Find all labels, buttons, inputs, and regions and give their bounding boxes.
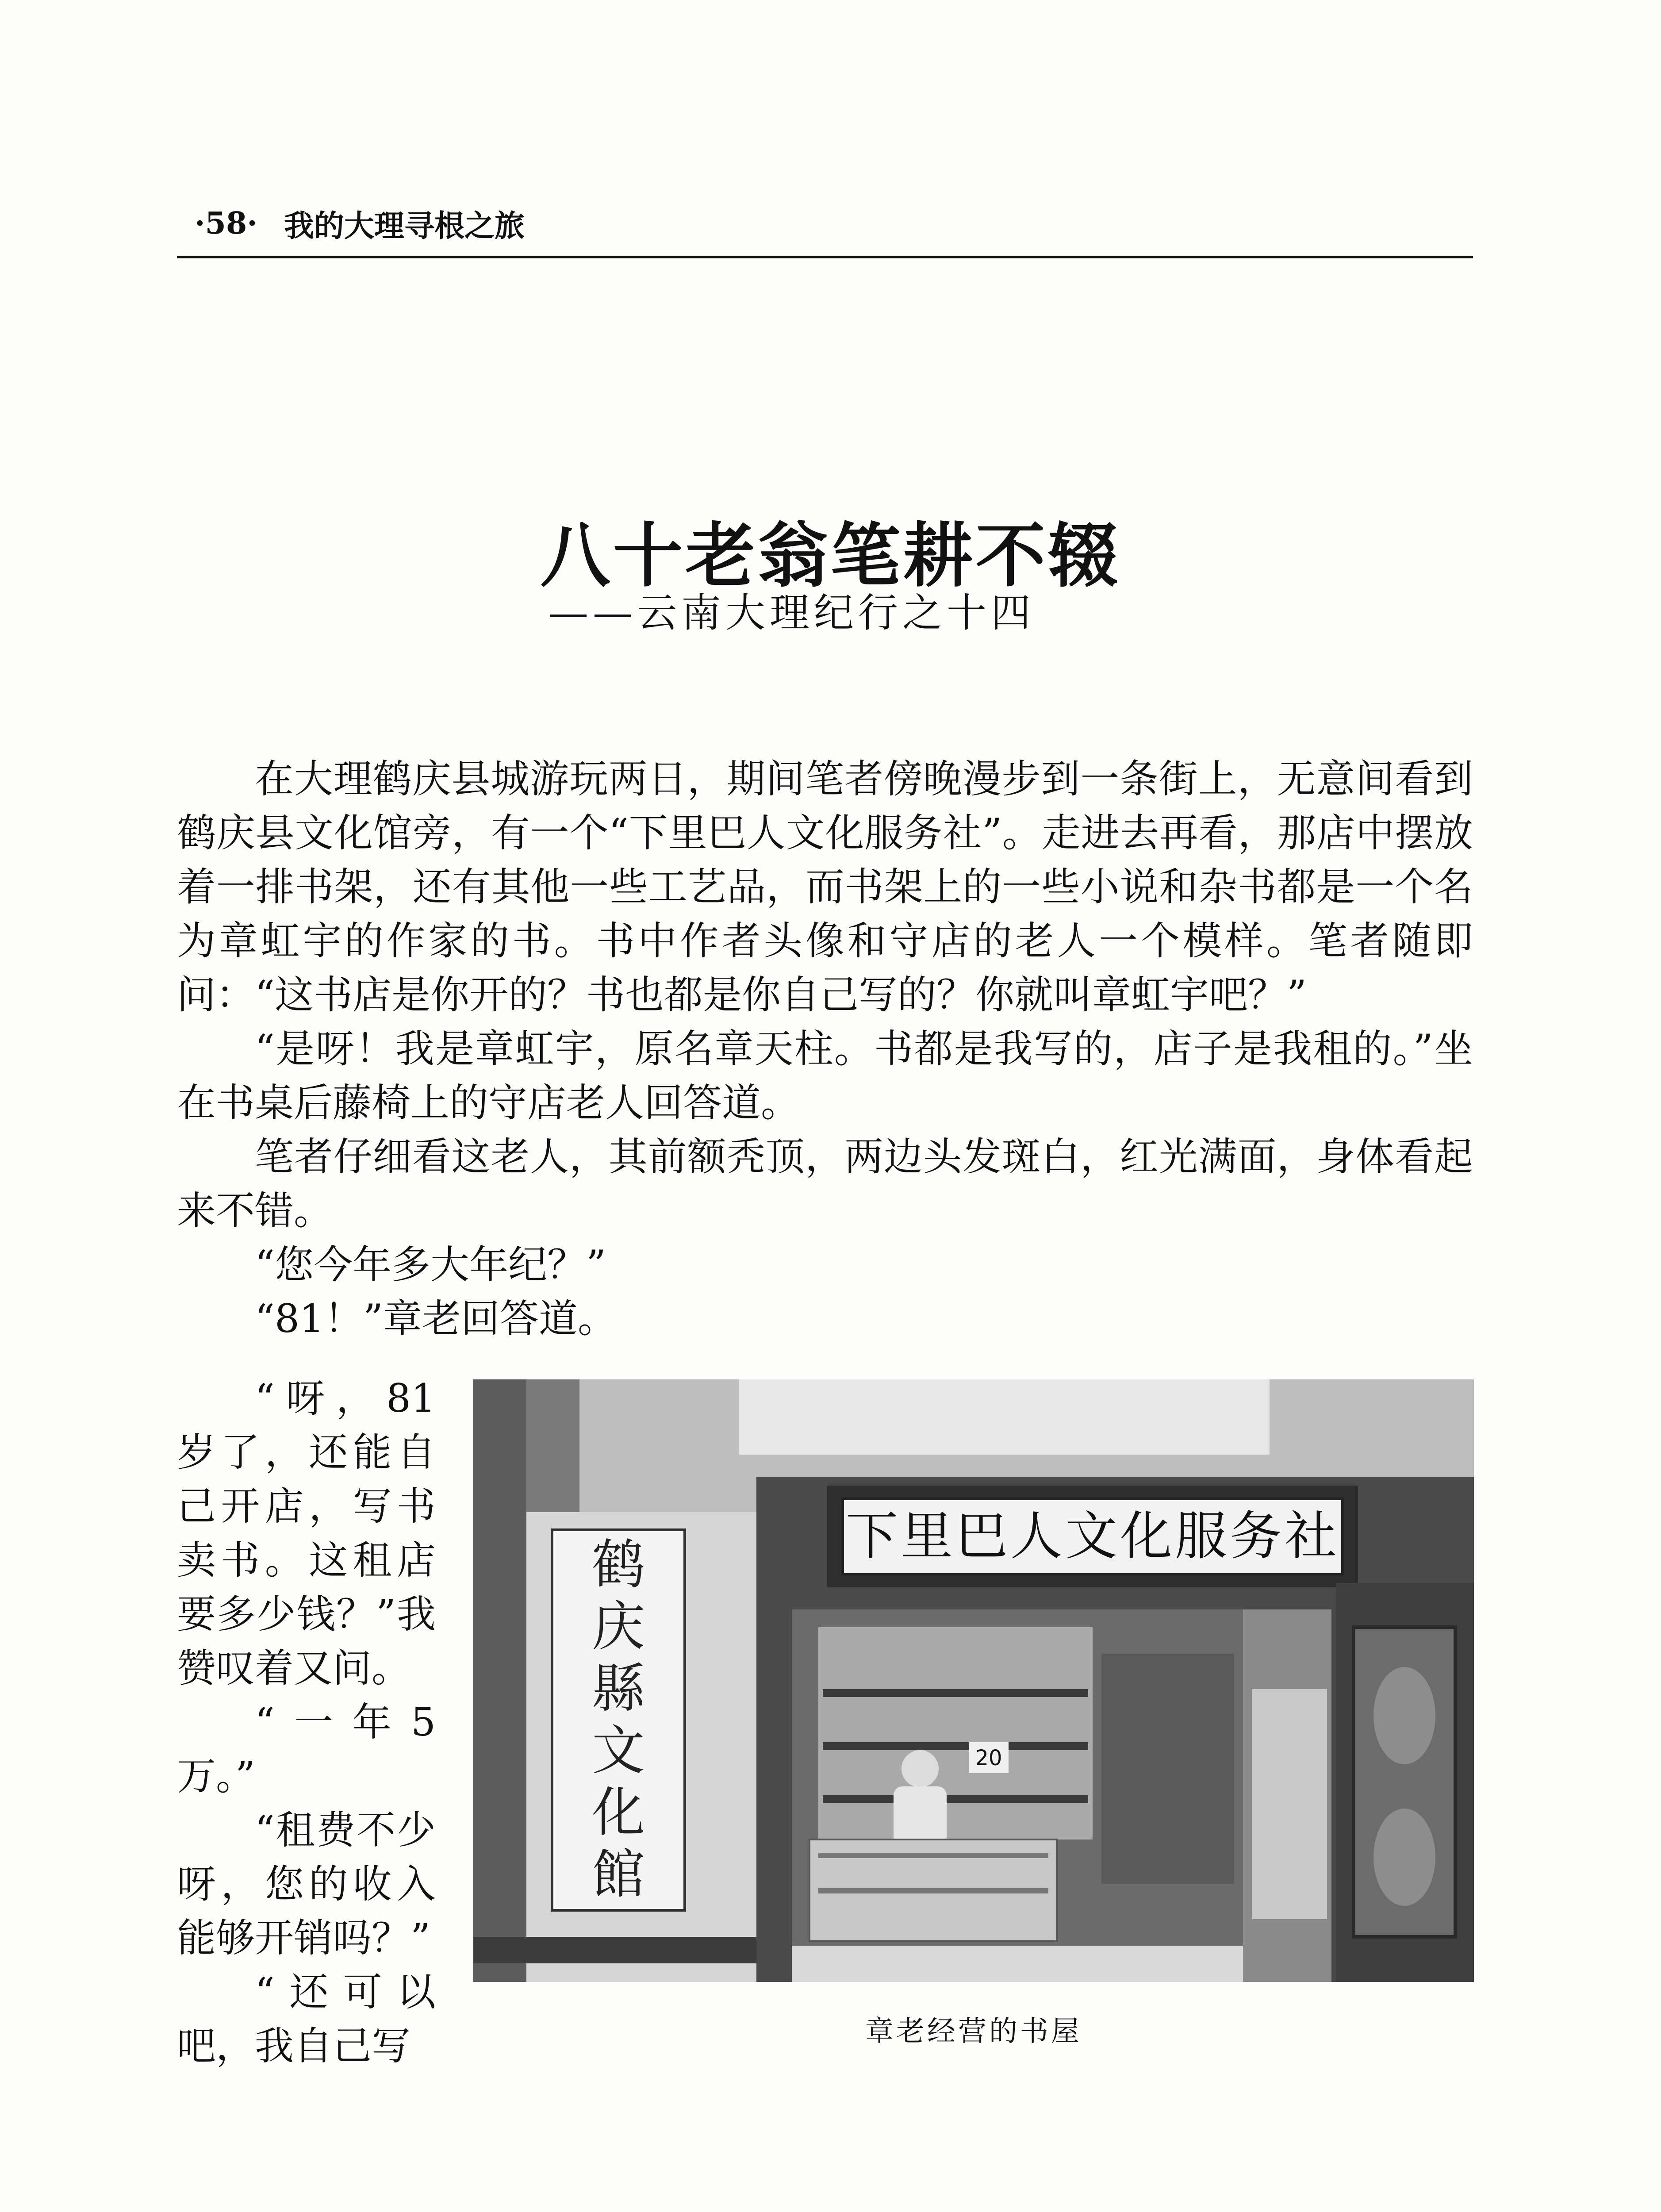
header-rule (177, 256, 1473, 258)
svg-text:鹤: 鹤 (592, 1534, 645, 1596)
paragraph: 笔者仔细看这老人，其前额秃顶，两边头发斑白，红光满面，身体看起来不错。 (177, 1134, 1473, 1233)
article-subtitle: ——云南大理纪行之十四 (549, 590, 1035, 636)
svg-text:化: 化 (592, 1782, 645, 1843)
bookshop-photo (473, 1379, 1474, 1982)
book-title: 我的大理寻根之旅 (284, 208, 525, 244)
paragraph: “呀，81岁了，还能自己开店，写书卖书。这租店要多少钱？”我赞叹着又问。 (177, 1375, 436, 1691)
svg-text:館: 館 (592, 1844, 645, 1905)
paragraph: “一年5万。” (177, 1699, 436, 1799)
paragraph: 在大理鹤庆县城游玩两日，期间笔者傍晚漫步到一条街上，无意间看到鹤庆县文化馆旁，有一个“下里巴人文化服务社”。走进去再看，那店中摆放着一排书架，还有其他一些工艺品，而书架上的一些小说和杂书都是一个名为章虹宇的作家的书。书中作者头像和守店的老人一个模样。笔者随即问：“这书店是你开的？书也都是你自己写的？你就叫章虹宇吧？” (177, 756, 1473, 1018)
svg-text:文: 文 (592, 1720, 645, 1782)
photo-caption: 章老经营的书屋 (865, 2015, 1082, 2048)
svg-text:縣: 縣 (592, 1658, 645, 1720)
paragraph: “还可以吧，我自己写 (177, 1969, 436, 2069)
paragraph: “您今年多大年纪？” (255, 1242, 606, 1287)
wrapped-column (177, 1371, 436, 2073)
svg-text:下里巴人文化服务社: 下里巴人文化服务社 (845, 1505, 1340, 1567)
paragraph: “租费不少呀，您的收入能够开销吗？” (177, 1807, 436, 1961)
page-number: ·58· (195, 206, 257, 241)
paragraph: “是呀！我是章虹宇，原名章天柱。书都是我写的，店子是我租的。”坐在书桌后藤椅上的守店老人回答道。 (177, 1026, 1473, 1125)
svg-text:20: 20 (975, 1746, 1002, 1770)
running-header (177, 190, 1473, 257)
paragraph: “81！”章老回答道。 (255, 1296, 617, 1341)
svg-text:庆: 庆 (592, 1596, 645, 1658)
article-title: 八十老翁笔耕不辍 (540, 515, 1121, 597)
article-body (177, 752, 1473, 1346)
